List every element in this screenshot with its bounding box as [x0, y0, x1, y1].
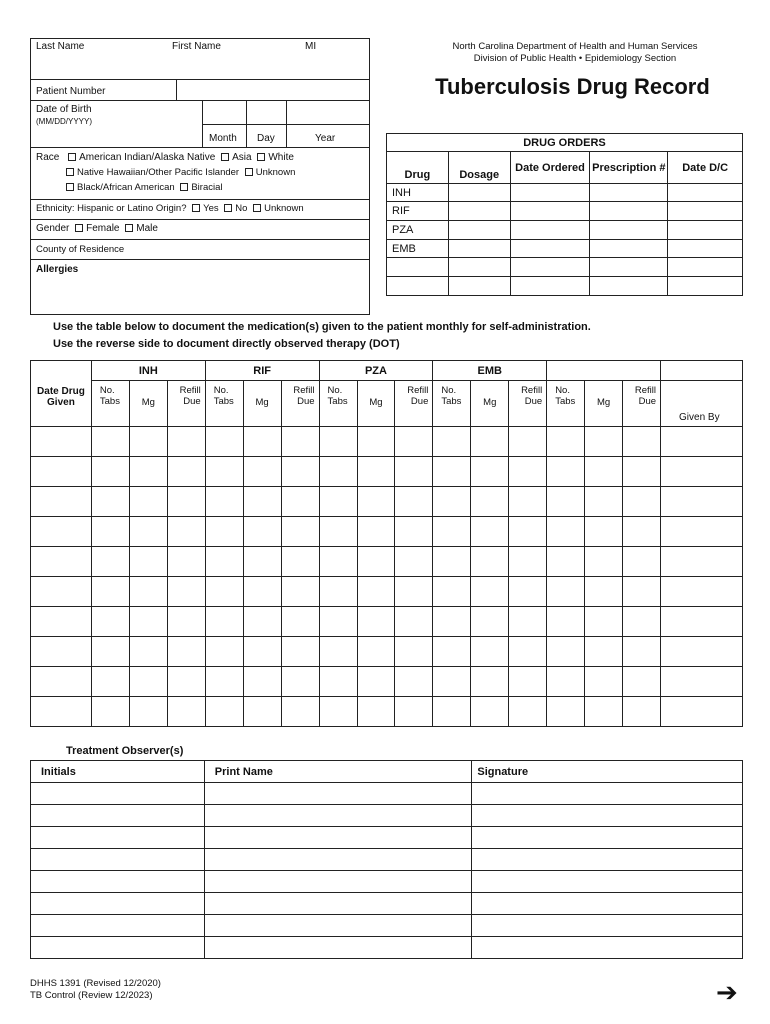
table-cell[interactable] — [395, 517, 433, 547]
col-print-name: Print Name — [204, 761, 472, 783]
table-cell[interactable] — [357, 487, 395, 517]
table-cell[interactable] — [395, 547, 433, 577]
table-cell[interactable] — [91, 607, 129, 637]
year-label: Year — [315, 133, 336, 144]
table-row: EMB — [387, 240, 743, 258]
review-date: TB Control (Review 12/2023) — [30, 990, 153, 1001]
table-cell[interactable] — [319, 547, 357, 577]
gender-checkbox-female[interactable] — [75, 224, 83, 232]
instruction-line-1: Use the table below to document the medication(s) given to the patient monthly for self-administration. — [53, 321, 591, 333]
table-cell[interactable] — [243, 667, 281, 697]
table-cell[interactable] — [319, 697, 357, 727]
table-row: PZA — [387, 221, 743, 240]
table-cell[interactable] — [509, 427, 547, 457]
table-cell[interactable] — [395, 457, 433, 487]
col-group-pza: PZA — [319, 361, 433, 381]
table-cell[interactable] — [129, 427, 167, 457]
table-cell[interactable] — [433, 637, 471, 667]
table-cell[interactable] — [243, 607, 281, 637]
table-cell[interactable] — [91, 577, 129, 607]
col-no-tabs: No. Tabs — [433, 381, 471, 427]
table-cell[interactable] — [357, 457, 395, 487]
table-cell[interactable] — [281, 517, 319, 547]
table-cell[interactable] — [205, 577, 243, 607]
table-cell[interactable] — [623, 667, 661, 697]
table-row — [387, 258, 743, 277]
table-cell[interactable] — [31, 915, 205, 937]
table-cell[interactable] — [395, 607, 433, 637]
table-cell[interactable] — [205, 607, 243, 637]
drug-orders-table — [386, 133, 743, 296]
table-cell[interactable] — [319, 667, 357, 697]
table-cell[interactable] — [472, 871, 743, 893]
table-cell[interactable] — [129, 637, 167, 667]
col-mg: Mg — [585, 381, 623, 427]
table-cell[interactable] — [585, 457, 623, 487]
table-cell[interactable] — [661, 637, 743, 667]
col-date-drug-given: Date Drug Given — [31, 361, 92, 427]
table-cell[interactable] — [623, 457, 661, 487]
table-cell[interactable] — [433, 487, 471, 517]
table-row — [31, 937, 743, 959]
dob-label: Date of Birth — [36, 104, 92, 115]
ethnicity-field: Ethnicity: Hispanic or Latino Origin? Yes No Unknown — [36, 203, 304, 214]
table-cell[interactable] — [395, 667, 433, 697]
gender-checkbox-male[interactable] — [125, 224, 133, 232]
col-refill-due: Refill Due — [623, 381, 661, 427]
table-cell[interactable] — [91, 697, 129, 727]
table-row — [31, 487, 743, 517]
table-cell[interactable] — [433, 517, 471, 547]
drug-orders-title: DRUG ORDERS — [387, 134, 743, 152]
page-title: Tuberculosis Drug Record — [435, 74, 710, 99]
col-group-blank — [547, 361, 661, 381]
table-cell[interactable] — [623, 427, 661, 457]
table-cell[interactable] — [205, 487, 243, 517]
table-cell[interactable] — [471, 427, 509, 457]
table-cell[interactable] — [623, 577, 661, 607]
table-cell[interactable] — [205, 697, 243, 727]
col-refill-due: Refill Due — [395, 381, 433, 427]
observers-title: Treatment Observer(s) — [66, 745, 184, 757]
col-date-ordered: Date Ordered — [510, 152, 590, 184]
table-cell[interactable] — [319, 637, 357, 667]
col-drug: Drug — [387, 152, 449, 184]
table-cell[interactable] — [205, 547, 243, 577]
table-cell[interactable] — [31, 457, 92, 487]
table-cell[interactable] — [91, 427, 129, 457]
col-group-emb: EMB — [433, 361, 547, 381]
table-cell[interactable] — [129, 577, 167, 607]
table-row — [31, 783, 743, 805]
last-name-label: Last Name — [36, 41, 85, 52]
table-cell[interactable] — [471, 487, 509, 517]
table-cell[interactable] — [433, 457, 471, 487]
col-dosage: Dosage — [448, 152, 510, 184]
table-cell[interactable] — [547, 457, 585, 487]
table-cell[interactable] — [281, 577, 319, 607]
table-cell[interactable] — [31, 637, 92, 667]
table-row — [31, 457, 743, 487]
table-cell[interactable] — [204, 827, 472, 849]
col-group-rif: RIF — [205, 361, 319, 381]
table-cell[interactable] — [205, 457, 243, 487]
table-row — [31, 547, 743, 577]
table-cell[interactable] — [167, 427, 205, 457]
first-name-label: First Name — [172, 41, 221, 52]
table-row — [31, 805, 743, 827]
table-row — [387, 277, 743, 296]
table-cell[interactable] — [205, 667, 243, 697]
table-cell[interactable] — [91, 517, 129, 547]
table-cell[interactable] — [91, 667, 129, 697]
table-cell[interactable] — [585, 427, 623, 457]
table-cell[interactable] — [472, 827, 743, 849]
table-cell[interactable] — [472, 783, 743, 805]
table-cell[interactable] — [319, 607, 357, 637]
table-cell[interactable] — [243, 547, 281, 577]
col-date-dc: Date D/C — [668, 152, 743, 184]
table-cell[interactable] — [509, 547, 547, 577]
table-cell[interactable] — [472, 849, 743, 871]
table-cell[interactable] — [433, 607, 471, 637]
col-given-by: Given By — [661, 381, 743, 427]
monthly-medication-table — [30, 360, 743, 727]
table-cell[interactable] — [623, 487, 661, 517]
table-cell[interactable] — [129, 517, 167, 547]
table-cell[interactable] — [661, 607, 743, 637]
table-cell[interactable] — [205, 637, 243, 667]
table-cell[interactable] — [204, 937, 472, 959]
table-cell[interactable] — [509, 577, 547, 607]
table-cell[interactable] — [243, 457, 281, 487]
table-cell[interactable] — [31, 667, 92, 697]
ethnicity-checkbox-yes[interactable] — [192, 204, 200, 212]
table-cell[interactable] — [167, 487, 205, 517]
table-cell[interactable] — [31, 783, 205, 805]
table-cell[interactable] — [547, 547, 585, 577]
table-cell[interactable] — [243, 637, 281, 667]
table-cell[interactable] — [395, 427, 433, 457]
col-mg: Mg — [129, 381, 167, 427]
table-cell[interactable] — [129, 547, 167, 577]
race-row-2: Native Hawaiian/Other Pacific Islander Unknown — [66, 167, 295, 178]
table-cell[interactable] — [31, 487, 92, 517]
table-cell[interactable] — [395, 577, 433, 607]
table-cell[interactable] — [471, 697, 509, 727]
mi-label: MI — [305, 41, 317, 52]
table-cell[interactable] — [585, 607, 623, 637]
table-cell[interactable] — [433, 427, 471, 457]
ethnicity-checkbox-no[interactable] — [224, 204, 232, 212]
table-cell[interactable] — [623, 697, 661, 727]
table-cell[interactable] — [471, 577, 509, 607]
table-cell[interactable] — [91, 547, 129, 577]
table-cell[interactable] — [91, 487, 129, 517]
table-cell[interactable] — [243, 427, 281, 457]
table-cell[interactable] — [471, 457, 509, 487]
table-cell[interactable] — [661, 517, 743, 547]
table-row: INH — [387, 184, 743, 202]
observers-table — [30, 760, 743, 959]
table-cell[interactable] — [167, 637, 205, 667]
table-cell[interactable] — [31, 805, 205, 827]
table-cell[interactable] — [129, 457, 167, 487]
col-refill-due: Refill Due — [281, 381, 319, 427]
table-cell[interactable] — [129, 487, 167, 517]
table-cell[interactable] — [243, 697, 281, 727]
table-cell[interactable] — [91, 637, 129, 667]
table-row — [31, 915, 743, 937]
patient-number-label: Patient Number — [36, 86, 106, 97]
table-cell[interactable] — [204, 893, 472, 915]
table-cell[interactable] — [281, 547, 319, 577]
table-cell[interactable] — [547, 577, 585, 607]
table-cell[interactable] — [471, 667, 509, 697]
table-cell[interactable] — [357, 667, 395, 697]
table-cell[interactable] — [167, 577, 205, 607]
table-cell[interactable] — [585, 697, 623, 727]
table-cell[interactable] — [547, 427, 585, 457]
table-cell[interactable] — [585, 667, 623, 697]
race-checkbox-biracial[interactable] — [180, 183, 188, 191]
table-row — [31, 697, 743, 727]
table-cell[interactable] — [509, 607, 547, 637]
table-cell[interactable] — [661, 427, 743, 457]
table-cell[interactable] — [357, 577, 395, 607]
table-cell[interactable] — [357, 637, 395, 667]
day-label: Day — [257, 133, 275, 144]
table-cell[interactable] — [91, 457, 129, 487]
table-row: RIF — [387, 202, 743, 221]
table-row — [31, 871, 743, 893]
table-cell[interactable] — [623, 547, 661, 577]
table-cell[interactable] — [509, 457, 547, 487]
table-cell[interactable] — [31, 427, 92, 457]
race-checkbox-native-hawaiian[interactable] — [66, 168, 74, 176]
table-cell[interactable] — [31, 607, 92, 637]
table-cell[interactable] — [281, 457, 319, 487]
col-mg: Mg — [471, 381, 509, 427]
table-cell[interactable] — [661, 667, 743, 697]
col-mg: Mg — [243, 381, 281, 427]
table-cell[interactable] — [395, 697, 433, 727]
form-number: DHHS 1391 (Revised 12/2020) — [30, 978, 161, 989]
table-cell[interactable] — [357, 427, 395, 457]
table-cell[interactable] — [509, 517, 547, 547]
table-cell[interactable] — [319, 577, 357, 607]
table-cell[interactable] — [661, 697, 743, 727]
table-cell[interactable] — [472, 937, 743, 959]
table-cell[interactable] — [471, 607, 509, 637]
agency-line-1: North Carolina Department of Health and Human Services — [452, 41, 698, 52]
table-cell[interactable] — [472, 915, 743, 937]
county-label: County of Residence — [36, 244, 125, 255]
table-cell[interactable] — [547, 607, 585, 637]
table-cell[interactable] — [471, 637, 509, 667]
table-cell[interactable] — [585, 547, 623, 577]
table-cell[interactable] — [243, 517, 281, 547]
table-cell[interactable] — [281, 637, 319, 667]
table-cell[interactable] — [661, 457, 743, 487]
table-cell[interactable] — [547, 637, 585, 667]
table-cell[interactable] — [547, 697, 585, 727]
table-row — [31, 827, 743, 849]
table-cell[interactable] — [547, 517, 585, 547]
table-cell[interactable] — [623, 607, 661, 637]
table-cell[interactable] — [243, 577, 281, 607]
table-cell[interactable] — [357, 547, 395, 577]
col-prescription: Prescription # — [590, 152, 668, 184]
table-cell[interactable] — [661, 487, 743, 517]
table-cell[interactable] — [167, 607, 205, 637]
col-initials: Initials — [31, 761, 205, 783]
gender-field: Gender Female Male — [36, 223, 158, 234]
table-cell[interactable] — [433, 547, 471, 577]
col-group-inh: INH — [91, 361, 205, 381]
table-cell[interactable] — [167, 697, 205, 727]
table-cell[interactable] — [319, 427, 357, 457]
table-cell[interactable] — [623, 517, 661, 547]
month-label: Month — [209, 133, 237, 144]
next-page-arrow-icon[interactable]: ➔ — [716, 978, 738, 1008]
table-cell[interactable] — [31, 871, 205, 893]
table-cell[interactable] — [31, 577, 92, 607]
col-no-tabs: No. Tabs — [91, 381, 129, 427]
table-cell[interactable] — [509, 667, 547, 697]
table-cell[interactable] — [509, 487, 547, 517]
table-cell[interactable] — [472, 805, 743, 827]
table-cell[interactable] — [661, 547, 743, 577]
table-cell[interactable] — [31, 697, 92, 727]
col-no-tabs: No. Tabs — [547, 381, 585, 427]
table-cell[interactable] — [167, 667, 205, 697]
dob-format-label: (MM/DD/YYYY) — [36, 117, 92, 126]
table-cell[interactable] — [243, 487, 281, 517]
table-cell[interactable] — [585, 577, 623, 607]
race-checkbox-asia[interactable] — [221, 153, 229, 161]
ethnicity-checkbox-unknown[interactable] — [253, 204, 261, 212]
table-row — [31, 667, 743, 697]
table-cell[interactable] — [509, 637, 547, 667]
table-cell[interactable] — [585, 487, 623, 517]
table-cell[interactable] — [472, 893, 743, 915]
table-cell[interactable] — [357, 697, 395, 727]
col-mg: Mg — [357, 381, 395, 427]
table-cell[interactable] — [357, 517, 395, 547]
table-cell[interactable] — [204, 849, 472, 871]
table-row — [31, 607, 743, 637]
allergies-label: Allergies — [36, 264, 79, 275]
table-cell[interactable] — [129, 697, 167, 727]
table-row — [31, 517, 743, 547]
agency-line-2: Division of Public Health • Epidemiology Section — [473, 53, 677, 64]
table-cell[interactable] — [204, 783, 472, 805]
race-field: Race American Indian/Alaska Native Asia White — [36, 152, 294, 163]
race-row-3: Black/African American Biracial — [66, 182, 222, 193]
table-cell[interactable] — [167, 547, 205, 577]
table-cell[interactable] — [31, 937, 205, 959]
table-row — [31, 427, 743, 457]
table-cell[interactable] — [395, 637, 433, 667]
race-checkbox-american-indian[interactable] — [68, 153, 76, 161]
table-cell[interactable] — [357, 607, 395, 637]
table-cell[interactable] — [281, 487, 319, 517]
table-cell[interactable] — [471, 547, 509, 577]
table-cell[interactable] — [129, 667, 167, 697]
table-cell[interactable] — [281, 667, 319, 697]
table-cell[interactable] — [471, 517, 509, 547]
table-cell[interactable] — [281, 607, 319, 637]
table-cell[interactable] — [319, 517, 357, 547]
table-row — [31, 577, 743, 607]
table-cell[interactable] — [319, 457, 357, 487]
table-row — [31, 637, 743, 667]
table-cell[interactable] — [433, 667, 471, 697]
table-cell[interactable] — [31, 517, 92, 547]
table-cell[interactable] — [31, 827, 205, 849]
table-row — [31, 849, 743, 871]
race-checkbox-white[interactable] — [257, 153, 265, 161]
table-row — [31, 893, 743, 915]
table-cell[interactable] — [281, 697, 319, 727]
instruction-line-2: Use the reverse side to document directly observed therapy (DOT) — [53, 338, 400, 350]
col-refill-due: Refill Due — [509, 381, 547, 427]
race-checkbox-black[interactable] — [66, 183, 74, 191]
table-cell[interactable] — [547, 487, 585, 517]
col-no-tabs: No. Tabs — [205, 381, 243, 427]
table-cell[interactable] — [319, 487, 357, 517]
table-cell[interactable] — [281, 427, 319, 457]
table-cell[interactable] — [585, 637, 623, 667]
table-cell[interactable] — [31, 893, 205, 915]
race-checkbox-unknown[interactable] — [245, 168, 253, 176]
col-refill-due: Refill Due — [167, 381, 205, 427]
table-cell[interactable] — [205, 427, 243, 457]
table-cell[interactable] — [205, 517, 243, 547]
table-cell[interactable] — [661, 577, 743, 607]
table-cell[interactable] — [167, 517, 205, 547]
table-cell[interactable] — [204, 871, 472, 893]
table-cell[interactable] — [129, 607, 167, 637]
table-cell[interactable] — [167, 457, 205, 487]
table-cell[interactable] — [395, 487, 433, 517]
table-cell[interactable] — [509, 697, 547, 727]
col-signature: Signature — [472, 761, 743, 783]
table-cell[interactable] — [31, 849, 205, 871]
table-cell[interactable] — [433, 697, 471, 727]
table-cell[interactable] — [31, 547, 92, 577]
table-cell[interactable] — [433, 577, 471, 607]
table-cell[interactable] — [585, 517, 623, 547]
table-cell[interactable] — [204, 915, 472, 937]
col-no-tabs: No. Tabs — [319, 381, 357, 427]
table-cell[interactable] — [547, 667, 585, 697]
table-cell[interactable] — [623, 637, 661, 667]
table-cell[interactable] — [204, 805, 472, 827]
